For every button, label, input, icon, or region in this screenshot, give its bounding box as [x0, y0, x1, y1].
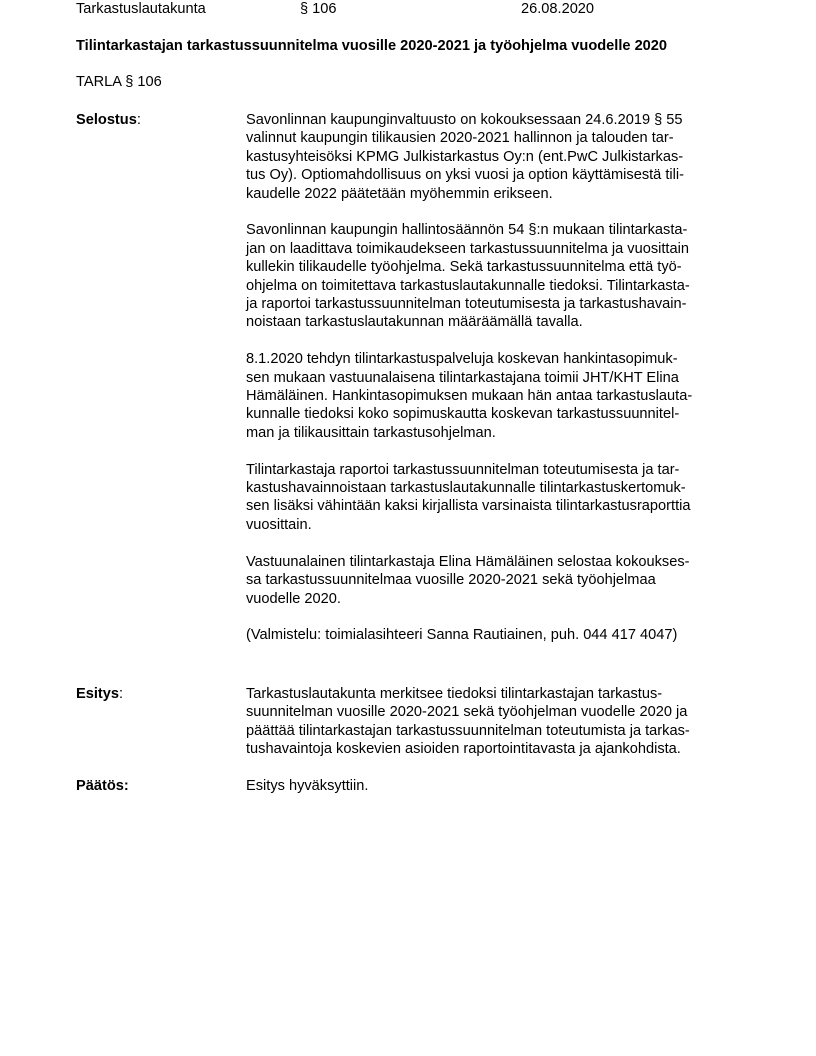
header-date: 26.08.2020 — [521, 1, 595, 17]
document-title: Tilintarkastajan tarkastussuunnitelma vuosille 2020-2021 ja työohjelma vuodelle 2020 — [76, 38, 668, 54]
selostus-paragraph-3: 8.1.2020 tehdyn tilintarkastuspalveluja koskevan hankintasopimuk- sen mukaan vastuunalaisena tilintarkastajana toimii JHT/KHT Elina Hämäläinen. Hankintasopimuksen mukaan hän antaa tarkastuslauta- kunnalle tiedoksi koko sopimuskautta koskevan tarkastussuunnitel- man ja tilikausittain tarkastusohjelman. — [246, 351, 693, 441]
header-organ: Tarkastuslautakunta — [76, 1, 206, 17]
esitys-label-text: Esitys — [76, 686, 119, 702]
selostus-label-text: Selostus — [76, 112, 137, 128]
esitys-label — [76, 685, 123, 703]
paatos-content: Esitys hyväksyttiin. — [246, 778, 369, 794]
document-header — [0, 0, 816, 20]
esitys-content: Tarkastuslautakunta merkitsee tiedoksi tilintarkastajan tarkastus- suunnitelman vuosille 2020-2021 sekä työohjelman vuodelle 2020 ja päättää tilintarkastajan tarkastussuunnitelman toteutumista ja tarkas- tushavaintoja koskevien asioiden raportointitavasta ja ajankohdista. — [246, 686, 690, 758]
selostus-paragraph-6: (Valmistelu: toimialasihteeri Sanna Rautiainen, puh. 044 417 4047) — [246, 627, 678, 644]
selostus-label-colon: : — [136, 112, 141, 128]
selostus-paragraph-1: Savonlinnan kaupunginvaltuusto on kokouksessaan 24.6.2019 § 55 valinnut kaupungin tilikausien 2020-2021 hallinnon ja talouden tar- kastusyhteisöksi KPMG Julkistarkastus Oy:n (ent.PwC Julkistarkas- tus Oy). Optiomahdollisuus on yksi vuosi ja option käyttämisestä tili- kaudelle 2022 päätetään myöhemmin erikseen. — [246, 112, 684, 202]
selostus-paragraph-5: Vastuunalainen tilintarkastaja Elina Hämäläinen selostaa kokoukses- sa tarkastussuunnitelmaa vuosille 2020-2021 sekä työohjelmaa vuodelle 2020. — [246, 553, 690, 607]
esitys-label-colon: : — [119, 686, 124, 702]
selostus-paragraph-4: Tilintarkastaja raportoi tarkastussuunnitelman toteutumisesta ja tar- kastushavainnoistaan tarkastuslautakunnalle tilintarkastuskertomuk- sen lisäksi vähintään kaksi kirjallista varsinaista tilintarkastusraporttia vuosittain. — [246, 461, 691, 533]
selostus-content — [246, 111, 741, 645]
paatos-label: Päätös: — [76, 778, 129, 794]
selostus-label — [76, 111, 141, 129]
header-paragraph: § 106 — [300, 1, 337, 17]
reference-number: TARLA § 106 — [76, 74, 162, 90]
selostus-paragraph-2: Savonlinnan kaupungin hallintosäännön 54 §:n mukaan tilintarkasta- jan on laadittava toimikaudekseen tarkastussuunnitelma ja vuosittain kullekin tilikaudelle työohjelma. Sekä tarkastussuunnitelma että työ- ohjelma on toimitettava tarkastuslautakunnalle tiedoksi. Tilintarkasta- ja raportoi tarkastussuunnitelman toteutumisesta ja tarkastushavain- noistaan tarkastuslautakunnan määräämällä tavalla. — [246, 222, 690, 331]
